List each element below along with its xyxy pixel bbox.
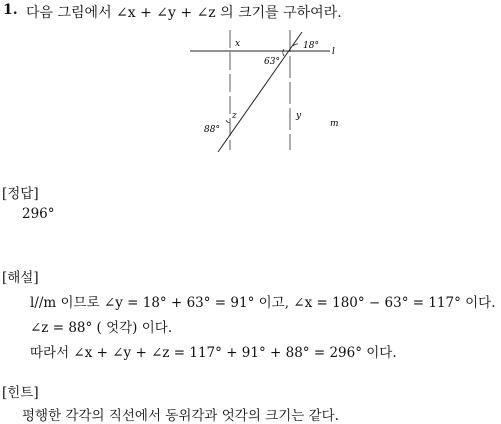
label-m: m — [330, 119, 339, 129]
label-y: y — [296, 111, 302, 121]
problem-text: 다음 그림에서 ∠x + ∠y + ∠z 의 크기를 구하여라. — [26, 5, 342, 21]
problem-number: 1. — [3, 2, 18, 18]
geometry-figure — [180, 28, 350, 158]
hint-heading: [힌트] — [2, 385, 39, 401]
explanation-heading: [해설] — [2, 270, 39, 286]
answer-value: 296° — [22, 206, 55, 222]
label-63: 63° — [264, 57, 280, 67]
label-18: 18° — [303, 41, 319, 51]
label-z: z — [232, 111, 237, 121]
explanation-line-1: l//m 이므로 ∠y = 18° + 63° = 91° 이고, ∠x = 180° − 63° = 117° 이다. — [30, 295, 496, 311]
explanation-line-3: 따라서 ∠x + ∠y + ∠z = 117° + 91° + 88° = 296° 이다. — [30, 345, 397, 361]
label-l: l — [332, 47, 335, 57]
explanation-line-2: ∠z = 88° ( 엇각) 이다. — [30, 320, 173, 336]
label-88: 88° — [204, 125, 220, 135]
answer-heading: [정답] — [2, 186, 39, 202]
label-x: x — [235, 39, 241, 49]
transversal — [218, 32, 302, 152]
hint-text: 평행한 각각의 직선에서 동위각과 엇각의 크기는 같다. — [22, 408, 339, 424]
